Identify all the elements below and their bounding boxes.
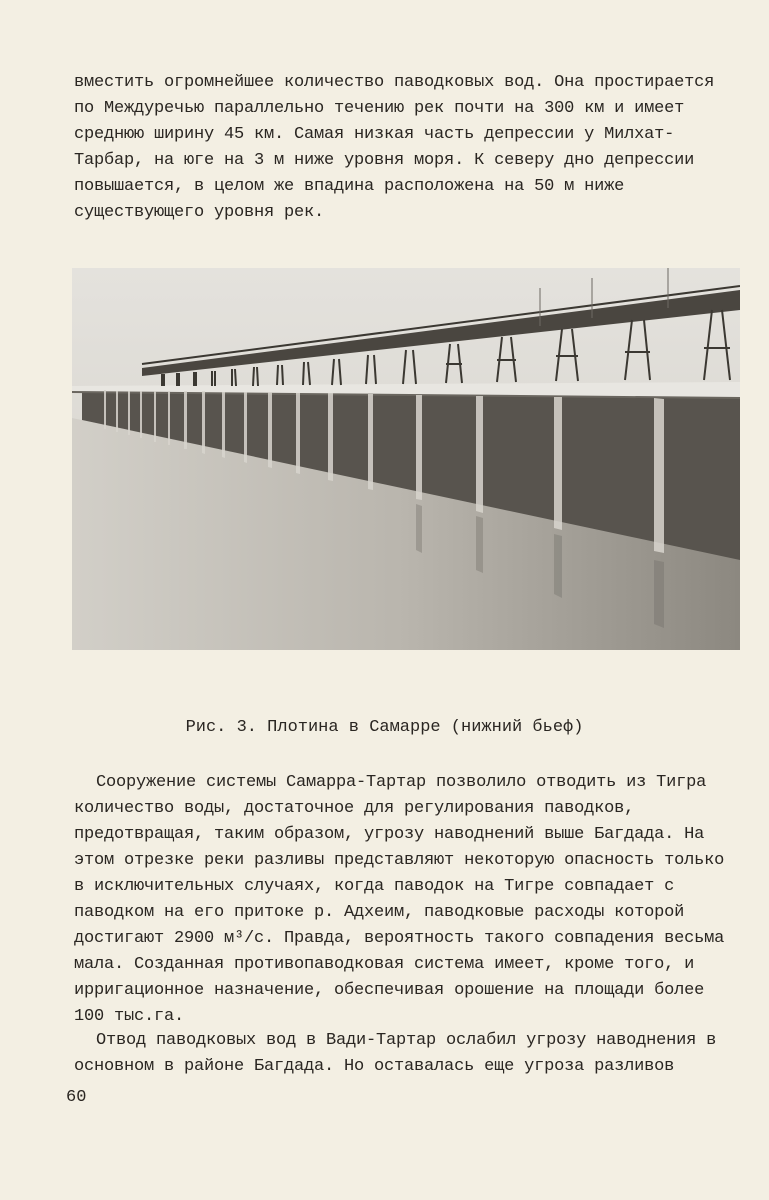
paragraph-middle-text: Сооружение системы Самарра-Тартар позволило отводить из Тигра количество воды, достаточное для регулирования паводков, предотвращая, таким образом, угрозу наводнений выше Багдада. На этом отрезке реки разливы представляют некоторую опасность только в исключительных случаях, когда паводок на Тигре совпадает с паводком на его притоке р. Адхеим, паводковые расходы которой достигают 2900 м³/с. Правда, вероятность такого совпадения весьма мала. Созданная противопаводковая система имеет, кроме того, и ирригационное назначение, обеспечивая орошение на площади более 100 тыс.га. — [74, 773, 725, 1026]
figure-caption: Рис. 3. Плотина в Самарре (нижний бьеф) — [185, 718, 584, 737]
paragraph-top-text: вместить огромнейшее количество паводковых вод. Она простирается по Междуречью параллельно течению рек почти на 300 км и имеет среднюю ширину 45 км. Самая низкая часть депрессии у Милхат-Тарбар, на юге на 3 м ниже уровня моря. К северу дно депрессии повышается, в целом же впадина расположена на 50 м ниже существующего уровня рек. — [74, 73, 715, 222]
paragraph-top — [74, 70, 744, 226]
paragraph-bottom — [74, 1028, 744, 1080]
page-number: 60 — [66, 1088, 87, 1107]
paragraph-bottom-text: Отвод паводковых вод в Вади-Тартар ослабил угрозу наводнения в основном в районе Багдада. Но оставалась еще угроза разливов — [74, 1031, 717, 1076]
paragraph-middle — [74, 770, 744, 1030]
dam-photograph — [72, 268, 740, 650]
